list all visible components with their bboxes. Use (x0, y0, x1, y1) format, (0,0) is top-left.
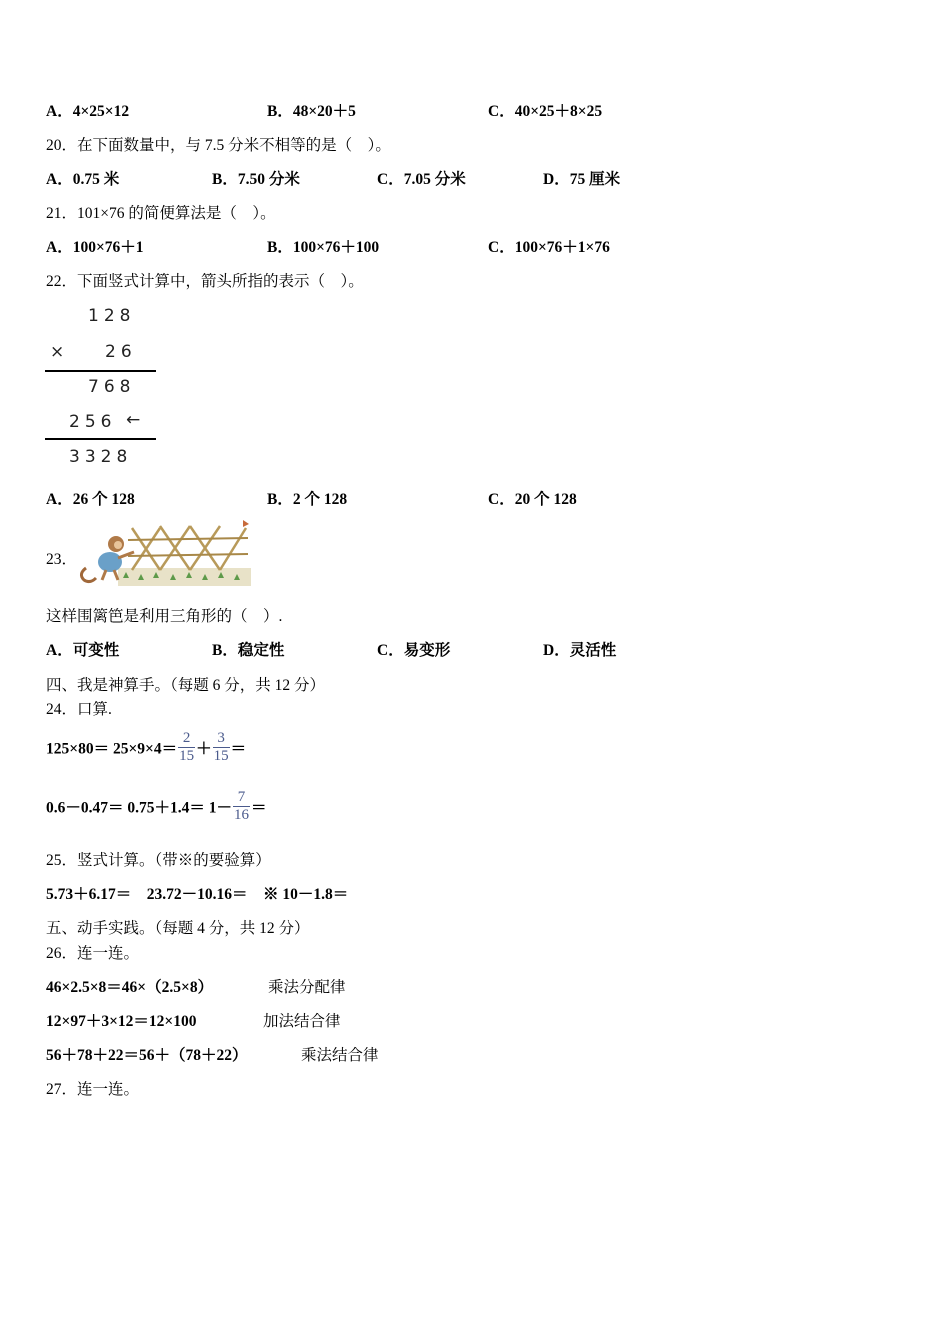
q19-option-b: B．48×20＋5 (267, 103, 356, 120)
q20-option-d: D．75 厘米 (543, 171, 621, 188)
q26-right-1[interactable]: 乘法分配律 (268, 979, 346, 996)
q24-row-1: 125×80＝ 25×9×4＝ $\frac{2}{15}$ ＋ $\frac{3}{15}$ ＝ (46, 730, 247, 764)
fraction-3-15: $\frac{3}{15}$ (213, 730, 229, 764)
vertical-row-multiplier: 26 (105, 342, 137, 362)
q22-option-b: B．2 个 128 (267, 491, 348, 508)
q21-option-a: A．100×76＋1 (46, 239, 144, 256)
q27-stem: 27．连一连。 (46, 1081, 140, 1098)
vertical-row-product: 3328 (69, 447, 133, 467)
q22-option-a: A．26 个 128 (46, 491, 135, 508)
q24-item-1: 125×80＝ (46, 740, 110, 758)
q19-option-a: A．4×25×12 (46, 103, 130, 120)
vertical-row-multiplicand: 128 (88, 306, 136, 326)
vertical-row-partial-2: 256 (69, 412, 117, 432)
q24-item-2: 25×9×4＝ (112, 740, 178, 758)
q24-item-6: 1－ (208, 799, 233, 817)
q26-right-3[interactable]: 乘法结合律 (301, 1047, 379, 1064)
q20-option-b: B．7.50 分米 (212, 171, 300, 188)
q21-stem: 21．101×76 的简便算法是（ ）。 (46, 205, 276, 222)
q24-row-2: 0.6－0.47＝ 0.75＋1.4＝ 1－ $\frac{7}{16}$ ＝ (46, 789, 267, 823)
q23-option-c: C．易变形 (377, 642, 451, 659)
q26-left-2[interactable]: 12×97＋3×12＝12×100 (46, 1013, 197, 1030)
vertical-rule-2 (45, 438, 156, 440)
vertical-operator: × (50, 342, 65, 362)
fraction-7-16: $\frac{7}{16}$ (234, 789, 250, 823)
q25-stem: 25．竖式计算。（带※的要验算） (46, 852, 271, 869)
q26-right-2[interactable]: 加法结合律 (263, 1013, 341, 1030)
vertical-row-partial-1: 768 (88, 377, 136, 397)
q24-item-4: 0.6－0.47＝ (46, 799, 124, 817)
q26-stem: 26．连一连。 (46, 945, 140, 962)
arrow-left-icon: ← (126, 410, 141, 430)
q24-item-5: 0.75＋1.4＝ (127, 799, 205, 817)
q20-stem: 20．在下面数量中，与 7.5 分米不相等的是（ ）。 (46, 137, 391, 154)
q22-stem: 22．下面竖式计算中，箭头所指的表示（ ）。 (46, 273, 364, 290)
q23-option-a: A．可变性 (46, 642, 120, 659)
q23-option-d: D．灵活性 (543, 642, 617, 659)
q23-stem: 这样围篱笆是利用三角形的（ ）. (46, 608, 283, 625)
section-5-title: 五、动手实践。（每题 4 分，共 12 分） (46, 920, 310, 937)
q20-option-c: C．7.05 分米 (377, 171, 466, 188)
section-4-title: 四、我是神算手。（每题 6 分，共 12 分） (46, 677, 326, 694)
q20-option-a: A．0.75 米 (46, 171, 120, 188)
fraction-2-15: $\frac{2}{15}$ (179, 730, 195, 764)
vertical-rule-1 (45, 370, 156, 372)
monkey-fence-illustration (78, 518, 253, 590)
q23-option-b: B．稳定性 (212, 642, 285, 659)
q24-stem: 24．口算. (46, 701, 112, 718)
q26-left-3[interactable]: 56＋78＋22＝56＋（78＋22） (46, 1047, 248, 1064)
q22-option-c: C．20 个 128 (488, 491, 577, 508)
q19-option-c: C．40×25＋8×25 (488, 103, 603, 120)
q23-number: 23． (46, 551, 78, 568)
q25-items: 5.73＋6.17＝ 23.72－10.16＝ ※ 10－1.8＝ (46, 886, 349, 903)
q26-left-1[interactable]: 46×2.5×8＝46×（2.5×8） (46, 979, 214, 996)
q21-option-b: B．100×76＋100 (267, 239, 380, 256)
q21-option-c: C．100×76＋1×76 (488, 239, 610, 256)
